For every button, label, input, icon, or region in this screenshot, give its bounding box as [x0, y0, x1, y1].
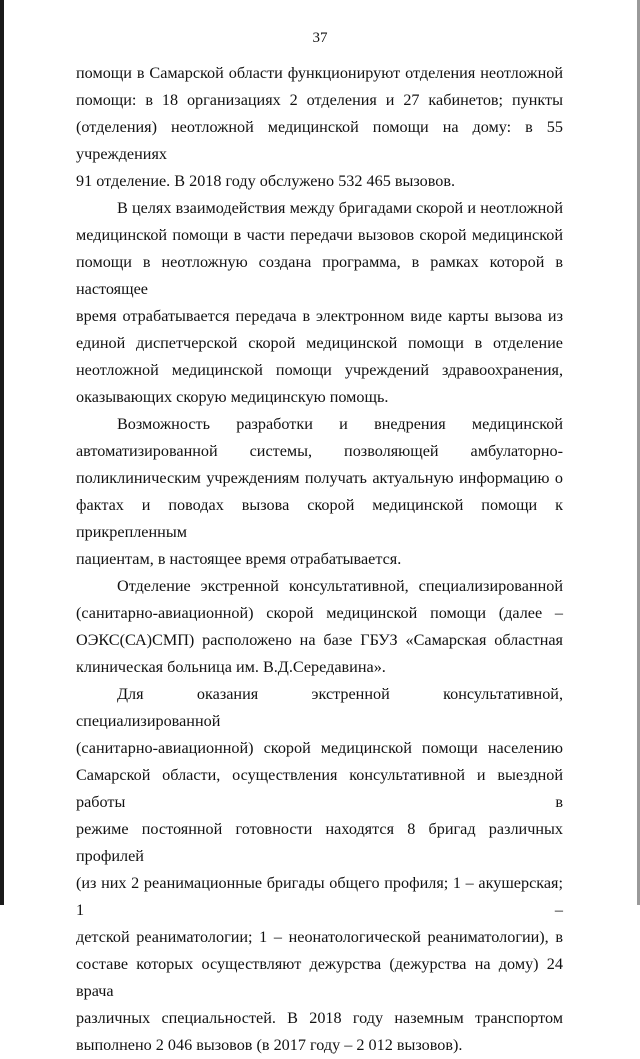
paragraph-line: режиме постоянной готовности находятся 8 бригад различных профилей — [76, 820, 563, 865]
paragraph-line: В целях взаимодействия между бригадами скорой и неотложной — [117, 199, 563, 217]
paragraph-line: единой диспетчерской скорой медицинской помощи в отделение — [76, 334, 563, 352]
paragraph-line: различных специальностей. В 2018 году наземным транспортом — [76, 1009, 563, 1027]
paragraph-line: выполнено 2 046 вызовов (в 2017 году – 2 012 вызовов). — [76, 1036, 463, 1054]
paragraph-line: (санитарно-авиационной) скорой медицинской помощи (далее – — [76, 604, 563, 622]
paragraph-line: поликлиническим учреждениям получать актуальную информацию о — [76, 469, 563, 487]
paragraph-line: помощи в Самарской области функционируют отделения неотложной — [76, 64, 563, 82]
paragraph-line: (санитарно-авиационной) скорой медицинской помощи населению — [76, 739, 563, 757]
paragraph-line: помощи в неотложную создана программа, в рамках которой в настоящее — [76, 253, 563, 298]
paragraph-line: время отрабатывается передача в электронном виде карты вызова из — [76, 307, 563, 325]
document-body — [76, 60, 563, 1059]
paragraph-line: составе которых осуществляют дежурства (дежурства на дому) 24 врача — [76, 955, 563, 1000]
paragraph-line: ОЭКС(СА)СМП) расположено на базе ГБУЗ «Самарская областная — [76, 631, 563, 649]
scan-edge-left — [0, 0, 4, 905]
paragraph-line: фактах и поводах вызова скорой медицинской помощи к прикрепленным — [76, 496, 563, 541]
paragraph-line: Самарской области, осуществления консультативной и выездной работы в — [76, 766, 563, 811]
page-number: 37 — [312, 30, 328, 46]
paragraph-line: медицинской помощи в части передачи вызовов скорой медицинской — [76, 226, 563, 244]
paragraph-line: 91 отделение. В 2018 году обслужено 532 465 вызовов. — [76, 172, 456, 190]
paragraph-line: пациентам, в настоящее время отрабатывается. — [76, 550, 402, 568]
paragraph-line: Возможность разработки и внедрения медицинской — [117, 415, 563, 433]
paragraph-line: Для оказания экстренной консультативной, специализированной — [76, 685, 563, 730]
paragraph-line: автоматизированной системы, позволяющей амбулаторно- — [76, 442, 563, 460]
paragraph-line: (из них 2 реанимационные бригады общего профиля; 1 – акушерская; 1 – — [76, 874, 563, 919]
paragraph-line: неотложной медицинской помощи учреждений здравоохранения, — [76, 361, 563, 379]
paragraph-line: (отделения) неотложной медицинской помощи на дому: в 55 учреждениях — [76, 118, 563, 163]
paragraph-line: клиническая больница им. В.Д.Середавина». — [76, 658, 386, 676]
paragraph-line: помощи: в 18 организациях 2 отделения и 27 кабинетов; пункты — [76, 91, 563, 109]
paragraph-line: оказывающих скорую медицинскую помощь. — [76, 388, 389, 406]
paragraph-line: детской реаниматологии; 1 – неонатологической реаниматологии), в — [76, 928, 563, 946]
paragraph-line: Отделение экстренной консультативной, специализированной — [117, 577, 563, 595]
